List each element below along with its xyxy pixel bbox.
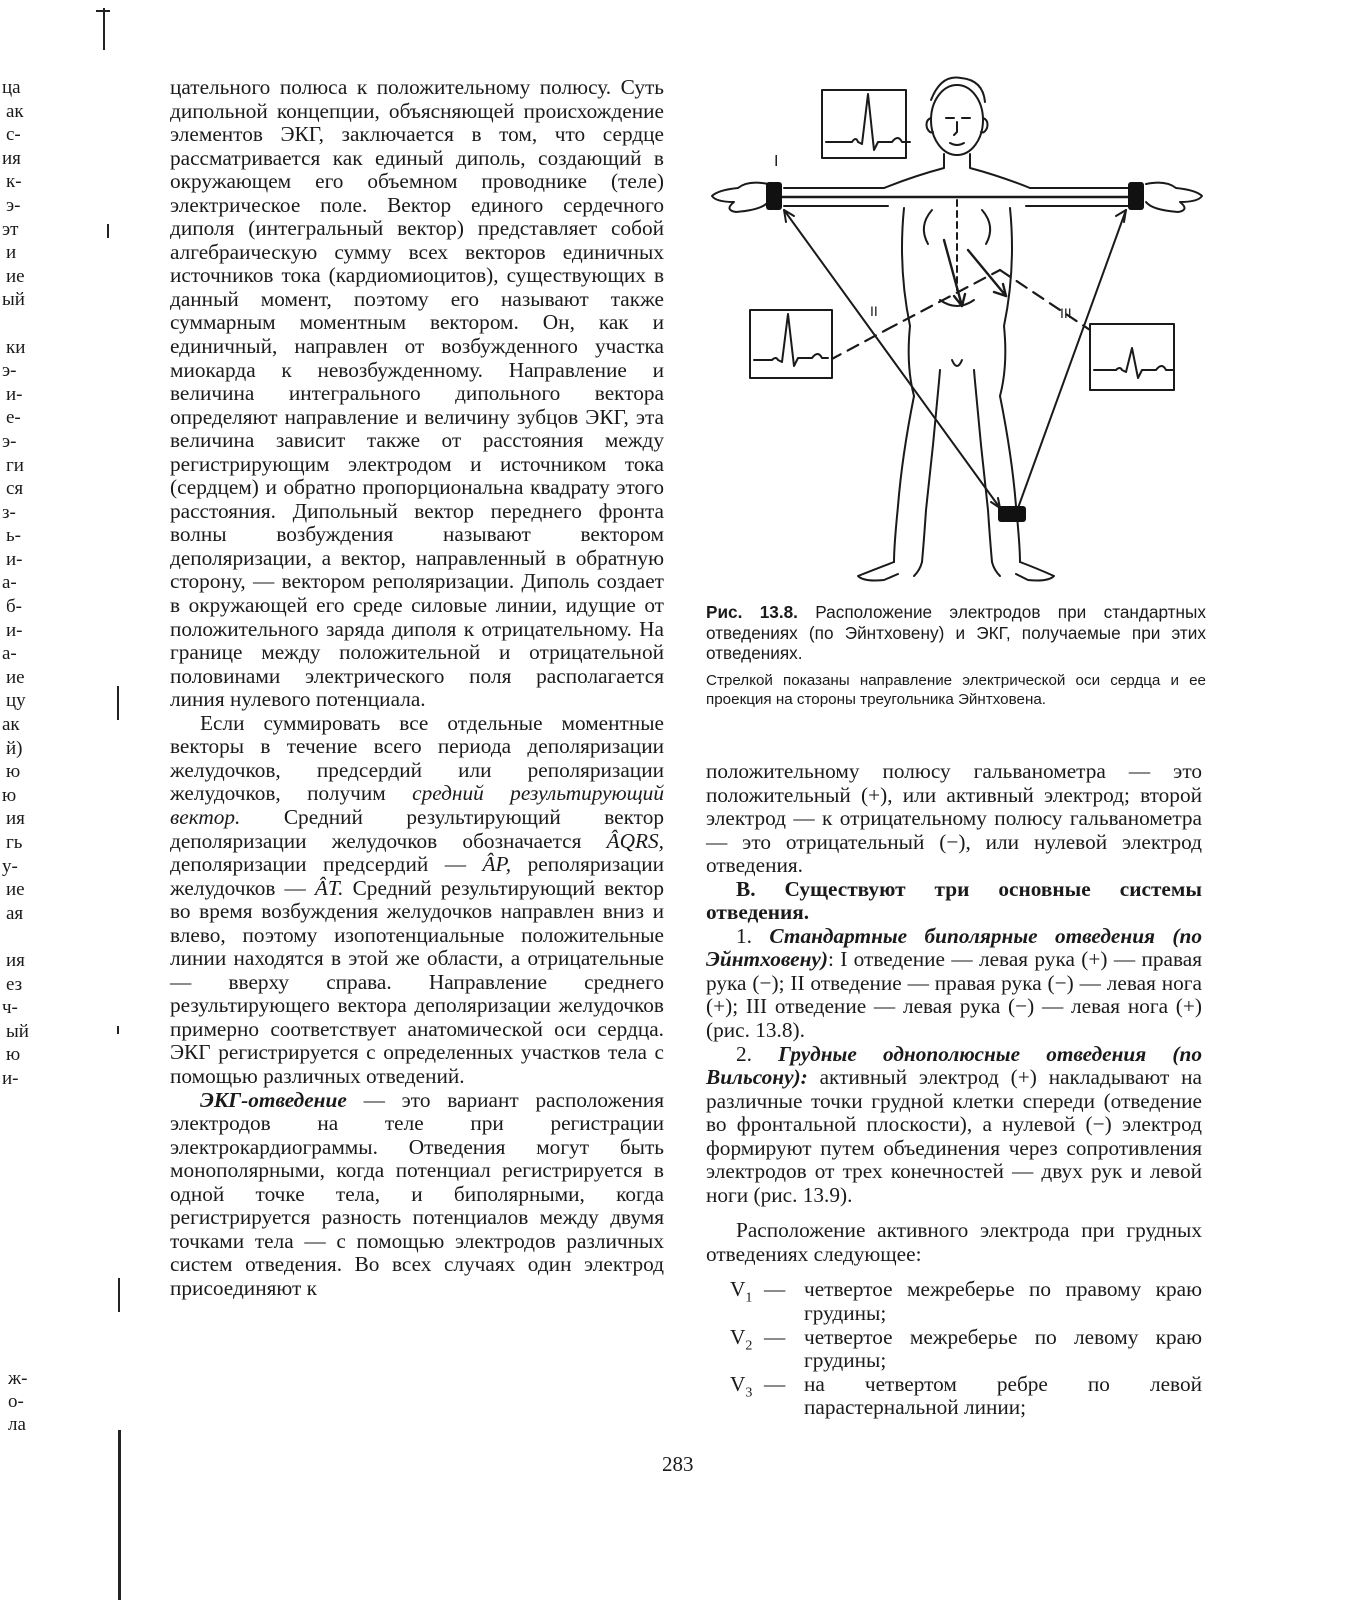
text-run: Средний результирующий вектор во время возбуждения желудочков направлен вниз и влево, поэтому изопотенциальные положительные линии находятся в этой же области, а отрицательные — вверху справа. Направление среднего результирующего вектора деполяризации желудочков примерно соответствует анатомической оси сердца. ЭКГ регистрируется с определенных участков тела с помощью различных отведений. bbox=[170, 875, 664, 1088]
text-run: : I отведение — левая рука (+) — правая рука (−); II отведение — правая рука (−) — левая нога (+); III отведение — левая рука (−) — левая нога (+) (рис. 13.8). bbox=[706, 947, 1202, 1043]
lead-letter: V bbox=[730, 1277, 746, 1302]
caption-number: Рис. 13.8. bbox=[706, 602, 798, 622]
ecg-box-lead-3 bbox=[1090, 324, 1174, 390]
margin-fragment: а- bbox=[2, 643, 17, 665]
term: Стандартные биполярные отведения (по Эйнтховену) bbox=[706, 923, 1202, 972]
term: ЭКГ-отведение bbox=[200, 1087, 347, 1112]
lead-letter: V bbox=[730, 1371, 746, 1396]
margin-fragment: ие bbox=[6, 265, 25, 287]
emphasis: средний результирующий вектор. bbox=[170, 781, 664, 829]
gutter-mark bbox=[118, 1430, 121, 1600]
margin-fragment: ю bbox=[6, 761, 21, 783]
margin-fragment: а- bbox=[2, 572, 17, 594]
margin-fragment: и- bbox=[6, 619, 23, 641]
list-item bbox=[706, 1043, 1202, 1208]
margin-fragment: ия bbox=[2, 147, 21, 169]
formula-qrs: ÂQRS, bbox=[606, 828, 664, 853]
margin-fragment: ки bbox=[6, 336, 26, 358]
margin-fragment: ия bbox=[6, 949, 25, 971]
caption-sub: Стрелкой показаны направление электрической оси сердца и ее проекция на стороны треугольника Эйнтховена. bbox=[706, 671, 1206, 708]
gutter-mark bbox=[117, 686, 119, 720]
chest-lead-item bbox=[730, 1326, 1202, 1373]
right-text-column bbox=[706, 760, 1202, 1420]
lead-index: 3 bbox=[745, 1384, 753, 1400]
list-item bbox=[706, 925, 1202, 1043]
ecg-box-lead-1 bbox=[822, 90, 910, 158]
margin-fragment: й) bbox=[6, 737, 23, 759]
lead-symbol bbox=[730, 1373, 764, 1405]
margin-fragment: и- bbox=[6, 383, 23, 405]
chest-lead-item bbox=[730, 1373, 1202, 1420]
margin-fragment: ь- bbox=[6, 525, 21, 547]
margin-fragment: ый bbox=[2, 289, 25, 311]
figure-caption bbox=[706, 602, 1206, 709]
term: Грудные однополюсные отведения (по Вильсону): bbox=[706, 1041, 1202, 1090]
margin-fragment: и- bbox=[6, 548, 23, 570]
margin-fragment: ый bbox=[6, 1020, 29, 1042]
paragraph bbox=[170, 712, 664, 1089]
lead-letter: V bbox=[730, 1324, 746, 1349]
lead-label-3: III bbox=[1060, 305, 1072, 321]
page-number: 283 bbox=[662, 1452, 694, 1476]
lead-index: 2 bbox=[745, 1337, 753, 1353]
lead-label-1: I bbox=[774, 153, 779, 170]
margin-fragment: с- bbox=[6, 124, 21, 146]
margin-fragment: ая bbox=[6, 902, 24, 924]
heart-axis-arrow bbox=[944, 240, 1006, 306]
einthoven-figure bbox=[700, 70, 1220, 610]
margin-fragment: э- bbox=[2, 430, 17, 452]
margin-fragment: ги bbox=[6, 454, 24, 476]
text-run: Если суммировать все отдельные моментные векторы в течение всего периода деполяризации желудочков, предсердий или реполяризации желудочков, получим bbox=[170, 710, 664, 806]
text-run: реполяризации желудочков — bbox=[170, 852, 664, 900]
lead-label-2: II bbox=[870, 303, 878, 319]
lead-dash: — bbox=[764, 1277, 786, 1302]
margin-fragment: ия bbox=[6, 808, 25, 830]
lead-symbol bbox=[730, 1326, 764, 1358]
paragraph bbox=[170, 1089, 664, 1301]
margin-fragment: е- bbox=[6, 407, 21, 429]
gutter-mark bbox=[103, 8, 105, 50]
lead-description: на четвертом ребре по левой парастернальной линии; bbox=[804, 1371, 1202, 1420]
formula-p: ÂP, bbox=[482, 852, 512, 877]
margin-fragment: ю bbox=[2, 784, 17, 806]
left-margin-bottom-fragments bbox=[8, 1367, 48, 1436]
margin-fragment: ие bbox=[6, 666, 25, 688]
paragraph: Расположение активного электрода при грудных отведениях следующее: bbox=[706, 1218, 1202, 1266]
margin-fragment: ца bbox=[2, 77, 21, 98]
paragraph: цательного полюса к положительному полюсу. Суть дипольной концепции, объясняющей происхождение элементов ЭКГ, заключается в том, что сердце рассматривается как единый диполь, создающий в окружающем его объемном проводнике (теле) электрическое поле. Вектор единого сердечного диполя (интегральный вектор) представляет собой алгебраическую сумму всех векторов единичных источников тока (кардиомиоцитов), существующих в данный момент, поэтому его называют также суммарным моментным вектором. Он, как и единичный, направлен от возбужденного участка миокарда к невозбужденному. Направление и величина интегрального дипольного вектора определяют направление и величину зубцов ЭКГ, эта величина зависит также от расстояния между регистрирующим электродом и источником тока (сердцем) и обратно пропорциональна квадрату этого расстояния. Дипольный вектор переднего фронта волны возбуждения называют вектором деполяризации, а вектор, направленный в обратную сторону, — вектором реполяризации. Диполь создает в окружающей его среде силовые линии, идущие от положительного заряда диполя к отрицательному. На границе между положительной и отрицательной половинами электрического поля располагается линия нулевого потенциала. bbox=[170, 75, 664, 712]
margin-fragment: э- bbox=[2, 360, 17, 382]
margin-fragment bbox=[2, 312, 42, 336]
margin-fragment: цу bbox=[6, 690, 26, 712]
text-run: активный электрод (+) накладывают на различные точки грудной клетки спереди (отведение во фронтальной плоскости), а нулевой (−) электрод формируют путем объединения через сопротивления электродов от трех конечностей — двух рук и левой ноги (рис. 13.9). bbox=[706, 1065, 1202, 1207]
left-margin-fragments bbox=[2, 76, 42, 1091]
margin-fragment: и- bbox=[2, 1067, 19, 1089]
text-run: Средний результирующий вектор деполяризации желудочков обозначается bbox=[170, 804, 664, 853]
margin-fragment: у- bbox=[2, 855, 18, 877]
gutter-mark bbox=[118, 1278, 120, 1312]
margin-fragment: гь bbox=[6, 832, 23, 853]
gutter-mark bbox=[117, 1026, 119, 1034]
lead-description: четвертое межреберье по правому краю грудины; bbox=[804, 1277, 1202, 1326]
margin-fragment: эт bbox=[2, 218, 19, 240]
left-text-column bbox=[170, 76, 664, 1300]
gutter-mark bbox=[107, 224, 109, 238]
margin-fragment bbox=[2, 925, 42, 949]
item-number: 2. bbox=[736, 1041, 779, 1066]
chest-lead-list bbox=[730, 1278, 1202, 1419]
paragraph: положительному полюсу гальванометра — это положительный (+), или активный электрод; второй электрод — к отрицательному полюсу гальванометра — это отрицательный (−), или нулевой электрод отведения. bbox=[706, 759, 1202, 878]
item-number: 1. bbox=[736, 923, 770, 948]
margin-fragment: б- bbox=[6, 596, 22, 618]
caption-text: Расположение электродов при стандартных отведениях (по Эйнтховену) и ЭКГ, получаемые при этих отведениях. bbox=[706, 602, 1206, 663]
lead-symbol bbox=[730, 1278, 764, 1310]
lead-dash: — bbox=[764, 1324, 786, 1349]
chest-lead-item bbox=[730, 1278, 1202, 1325]
margin-fragment: к- bbox=[6, 171, 22, 193]
gutter-mark bbox=[96, 10, 110, 12]
margin-fragment: ся bbox=[6, 478, 24, 500]
margin-fragment: о- bbox=[8, 1391, 24, 1412]
margin-fragment: ж- bbox=[8, 1368, 28, 1389]
margin-fragment: ак bbox=[2, 714, 20, 736]
lead-description: четвертое межреберье по левому краю грудины; bbox=[804, 1324, 1202, 1373]
text-run: — это вариант расположения электродов на теле при регистрации электрокардиограммы. Отведения могут быть монополярными, когда потенциал регистрируется в одной точке тела, и биполярными, когда регистрируется разность потенциалов между двумя точками тела — с помощью электродов различных систем отведения. Во всех случаях один электрод присоединяют к bbox=[170, 1087, 664, 1300]
formula-t: ÂT. bbox=[314, 875, 344, 900]
margin-fragment: з- bbox=[2, 501, 16, 523]
lead-dash: — bbox=[764, 1371, 786, 1396]
caption-main bbox=[706, 602, 1206, 664]
margin-fragment: э- bbox=[6, 194, 21, 216]
ecg-box-lead-2 bbox=[750, 310, 832, 378]
margin-fragment: ла bbox=[8, 1414, 26, 1435]
margin-fragment: ез bbox=[6, 973, 23, 995]
lead-index: 1 bbox=[745, 1290, 753, 1306]
section-heading: В. Существуют три основные системы отведения. bbox=[706, 876, 1202, 925]
margin-fragment: ие bbox=[6, 879, 25, 901]
margin-fragment: ак bbox=[6, 100, 24, 122]
text-run: деполяризации предсердий — bbox=[170, 852, 483, 877]
margin-fragment: ч- bbox=[2, 997, 18, 1019]
margin-fragment: ю bbox=[6, 1044, 21, 1066]
margin-fragment: и bbox=[6, 242, 17, 264]
